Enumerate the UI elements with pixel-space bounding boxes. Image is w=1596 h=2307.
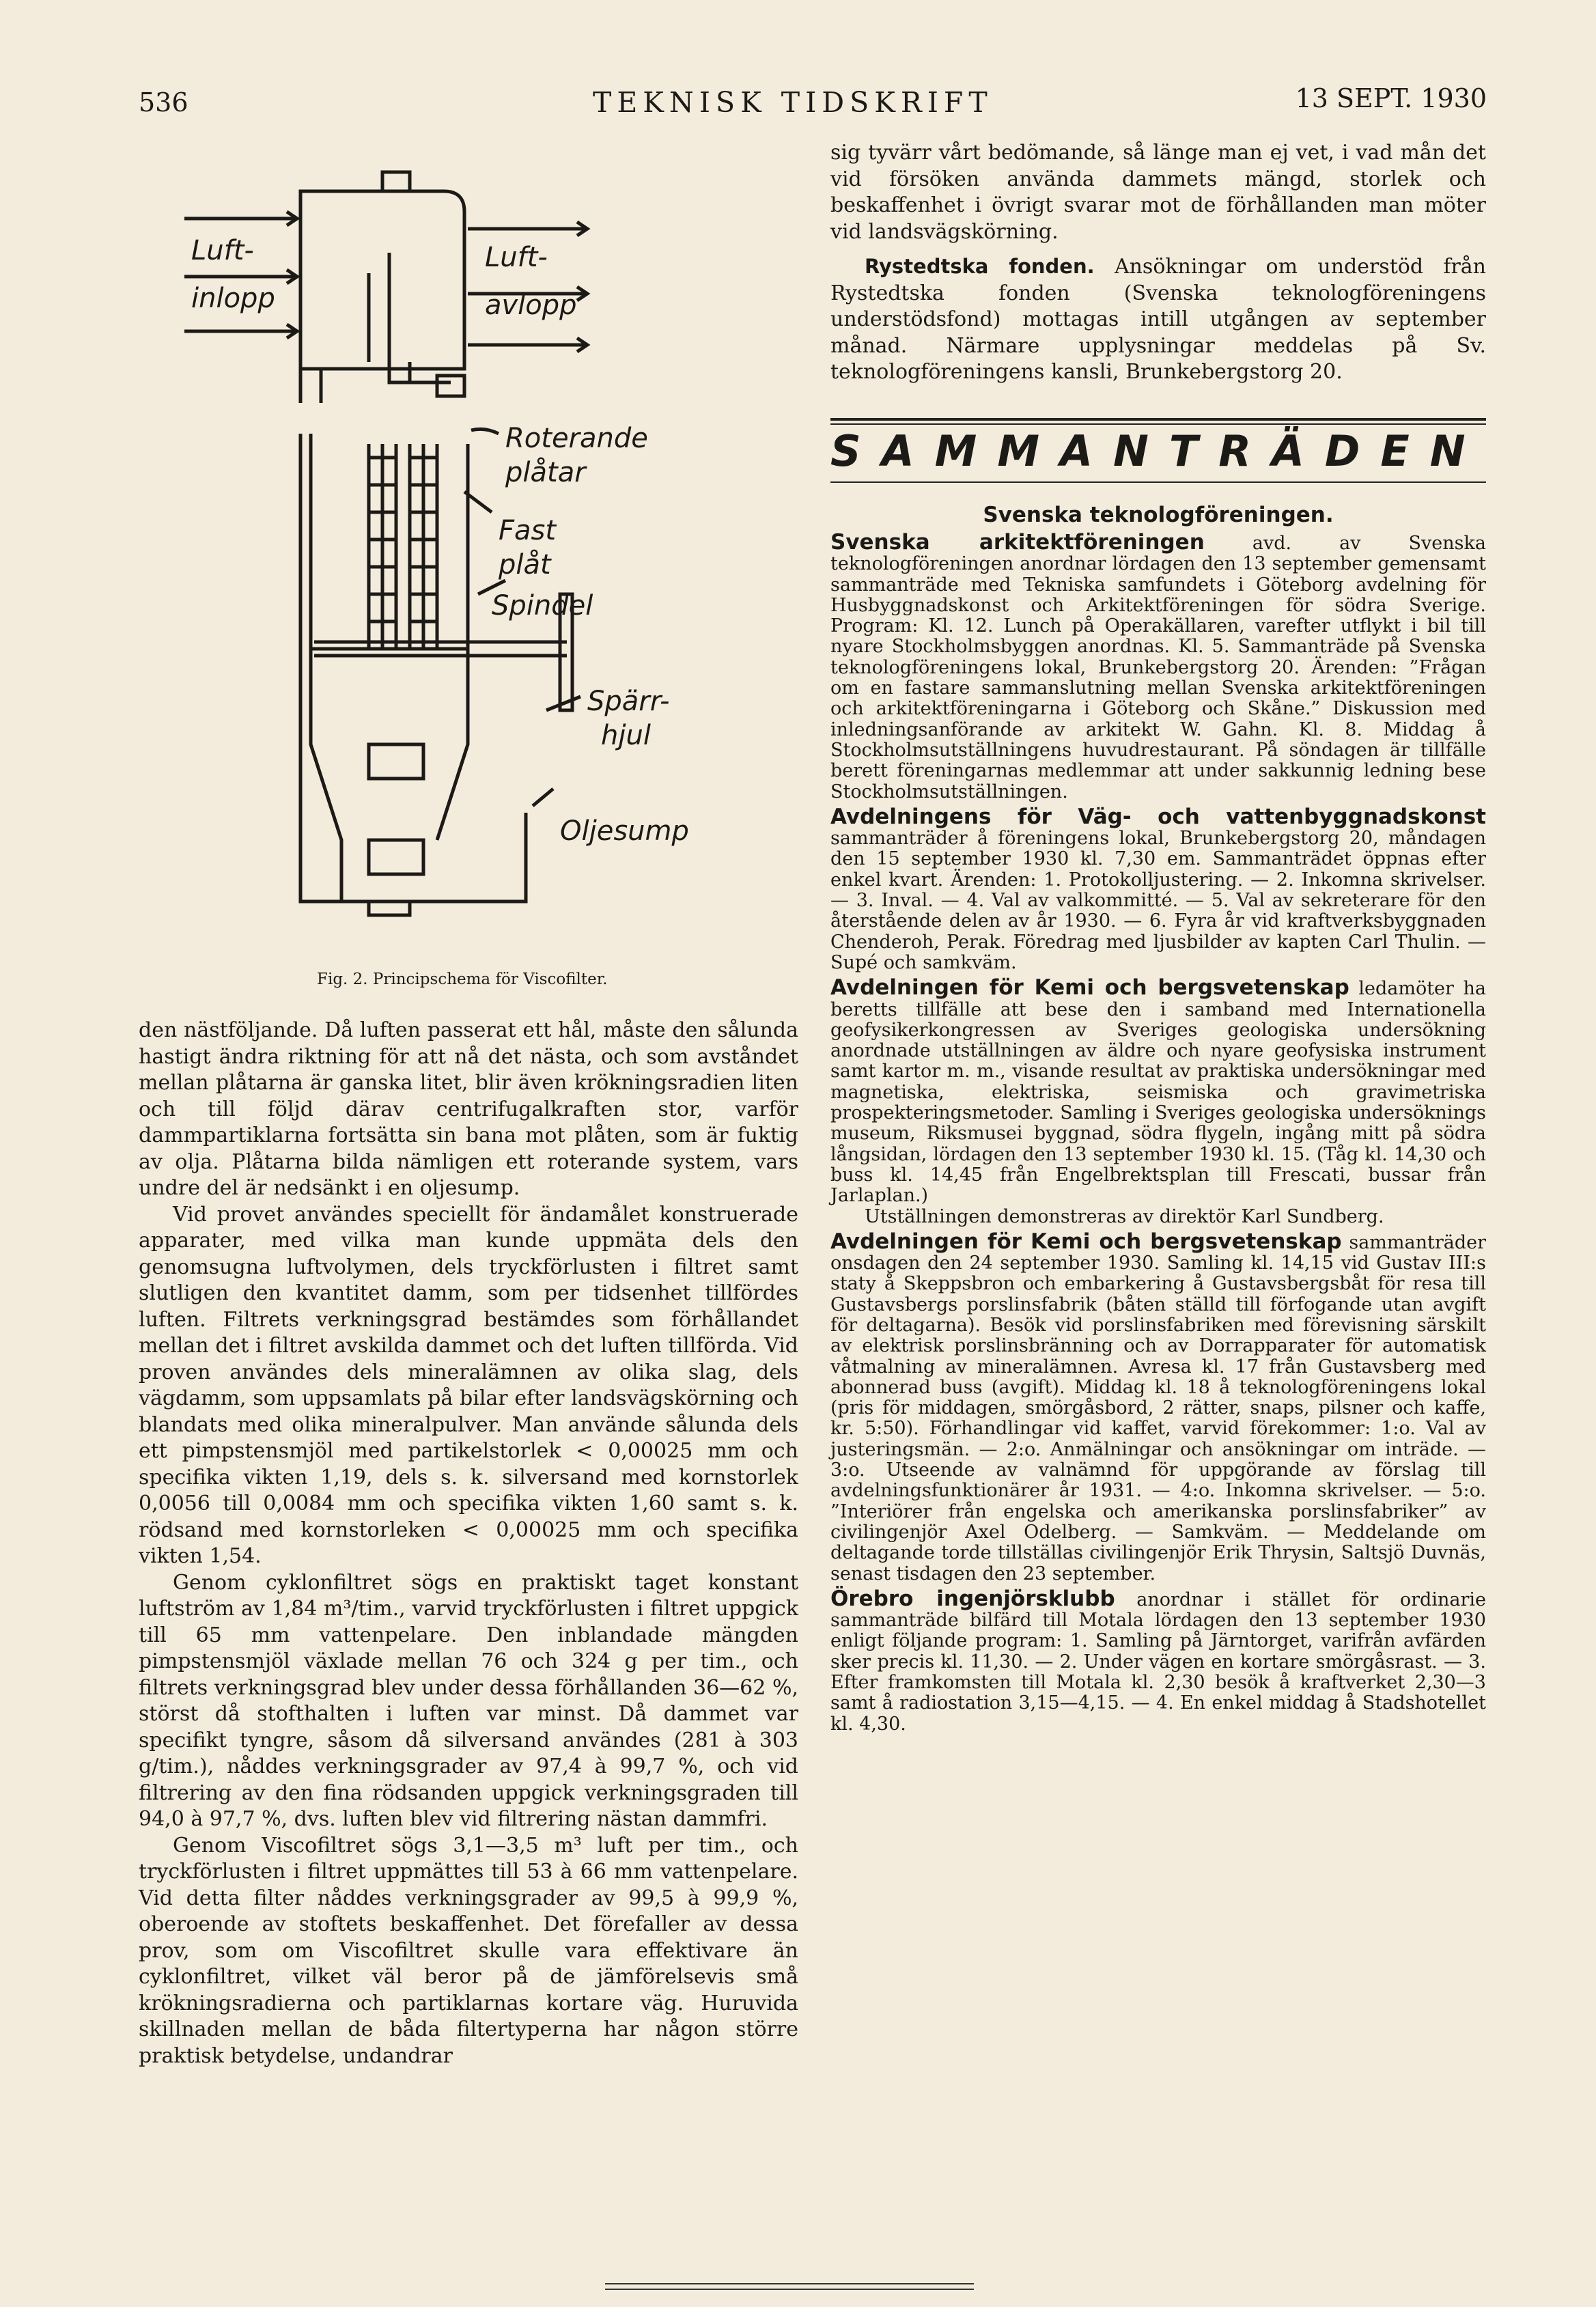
notice-vag	[830, 804, 1486, 973]
notice-text: avd. av Svenska teknologföreningen anordnar lördagen den 13 september gemensamt sammanträde med Tekniska samfundets i Göteborg avdelning för Husbyggnadskonst och Arkitektföreningen för södra Sverige. Program: Kl. 12. Lunch på Operakällaren, varefter utflykt i bil till nyare Stockholmsbyggen anordnas. Kl. 5. Sammanträde på Svenska teknologföreningens lokal, Brunkebergstorg 20. Ärenden: ”Frågan om en fastare sammanslutning mellan Svenska arkitektföreningen och arkitektföreningarna i Göteborg och Skåne.” Diskussion med inledningsanförande av arkitekt W. Gahn. Kl. 8. Middag å Stockholmsutställningens huvudrestaurant. På söndagen är tillfälle berett föreningarnas medlemmar att under sakkunnig ledning bese Stockholmsutställningen.	[830, 533, 1486, 802]
label-luft-inlopp-1: Luft-	[191, 235, 254, 266]
society-heading: Svenska teknologföreningen.	[983, 503, 1334, 527]
notice-text: sammanträder onsdagen den 24 september 1930. Samling kl. 14,15 vid Gustav III:s staty å Skeppsbron och embarkering å Gustavsbergsbåt för resa till Gustavsbergs porslinsfabrik (båten ställd till förfogande utan avgift för deltagarna). Besök vid porslinsfabriken med förevisning särskilt av elektrisk porslinsbränning och av Dorrapparater för automatisk våtmalning av mineralämnen. Avresa kl. 17 från Gustavsberg med abonnerad buss (avgift). Middag kl. 18 å teknologföreningens lokal (pris för middagen, smörgåsbord, 2 rätter, snaps, pilsner och kaffe, kr. 5:50). Förhandlingar vid kaffet, varvid förekommer: 1:o. Val av justeringsmän. — 2:o. Anmälningar och ansökningar om inträde. — 3:o. Utseende av valnämnd för uppgörande av förslag till avdelningsfunktionärer år 1931. — 4:o. Inkomna skrivelser. — 5:o. ”Interiörer från engelska och amerikanska porslinsfabriker” av civilingenjör Axel Odelberg. — Samkväm. — Meddelande om deltagande torde tillställas civilingenjör Erik Thrysin, Saltsjö Duvnäs, senast tisdagen den 23 september.	[830, 1231, 1487, 1584]
notice-arkitekt	[830, 532, 1486, 802]
section-rule-bottom	[830, 481, 1486, 483]
section-title: SAMMANTRÄDEN	[830, 426, 1486, 476]
journal-title: TEKNISK TIDSKRIFT	[593, 86, 993, 119]
rystedt-text: Ansökningar om understöd från Rystedtska fonden (Svenska teknologföreningens understödsfond) mottagas intill utgången av september månad. Närmare upplysningar meddelas på Sv. teknologföreningens kansli, Brunkebergstorg 20.	[830, 255, 1486, 384]
label-fast-1: Fast	[499, 515, 557, 546]
notice-text: anordnar i stället för ordinarie sammanträde bilfärd till Motala lördagen den 13 september 1930 enligt följande program: 1. Samling på Järntorget, varifrån avfärden sker precis kl. 11,30. — 2. Under vägen en kortare smörgåsrast. — 3. Efter framkomsten till Motala kl. 2,30 besök å kraftverket 2,30—3 samt å radiostation 3,15—4,15. — 4. En enkel middag å Stadshotellet kl. 4,30.	[830, 1589, 1486, 1735]
viscofilter-diagram	[164, 157, 697, 963]
label-sparrhjul-1: Spärr-	[587, 686, 670, 717]
label-oljesump: Oljesump	[560, 815, 689, 847]
notice-lead: Avdelningen för Kemi och bergsvetenskap	[830, 1229, 1342, 1254]
left-paragraph: Genom cyklonfiltret sögs en praktiskt taget konstant luftström av 1,84 m³/tim., varvid tryckförlusten i filtret uppgick till 65 mm vattenpelare. Den inblandade mängden pimpstensmjöl växlade mellan 76 och 324 g per tim., och filtrets verkningsgrad blev under dessa förhållanden 36—62 %, störst då stofthalten i luften var minst. Då dammet var specifikt tyngre, såsom då silversand användes (281 à 303 g/tim.), nåddes verkningsgrader av 97,4 à 99,7 %, och vid filtrering av den fina rödsanden uppgick verkningsgraden till 94,0 à 97,7 %, dvs. luften blev vid filtrering nästan dammfri.	[139, 1570, 798, 1831]
section-rule-top-thin	[830, 423, 1486, 425]
left-paragraph: Vid provet användes speciellt för ändamålet konstruerade apparater, med vilka man kunde uppmäta dels den genomsugna luftvolymen, dels tryckförlusten i filtret samt slutligen den kvantitet damm, som per tidsenhet tillfördes luften. Filtrets verkningsgrad bestämdes som förhållandet mellan det i filtret avskilda dammet och det luften tillförda. Vid proven användes dels mineralämnen av olika slag, dels vägdamm, som uppsamlats på bilar efter landsvägskörning och blandats med olika mineralpulver. Man använde sålunda dels ett pimpstensmjöl med partikelstorlek < 0,00025 mm och specifika vikten 1,19, dels s. k. silversand med kornstorlek 0,0056 till 0,0084 mm och specifika vikten 1,60 samt s. k. rödsand med kornstorleken < 0,00025 mm och specifika vikten 1,54.	[139, 1202, 798, 1568]
label-roterande-1: Roterande	[505, 423, 648, 454]
notice-lead: Avdelningens för Väg- och vattenbyggnadskonst	[830, 804, 1486, 829]
label-sparrhjul-2: hjul	[601, 720, 651, 751]
right-column-body	[830, 502, 1486, 1735]
notice-text: ledamöter ha beretts tillfälle att bese den i samband med Internationella geofysikerkongressen av Sveriges geologiska undersökning anordnade utställningen av äldre och nyare geofysiska instrument samt kartor m. m., visande resultat av praktiska undersökningar med magnetiska, elektriska, seismiska och gravimetriska prospekteringsmetoder. Samling i Sveriges geologiska undersöknings museum, Riksmusei byggnad, södra flygeln, ingång mitt på södra långsidan, lördagen den 13 september 1930 kl. 15. (Tåg kl. 14,30 och buss kl. 14,45 från Engelbrektsplan till Frescati, bussar från Jarlaplan.)	[830, 978, 1486, 1207]
notice-kemi-2	[830, 1231, 1486, 1584]
rystedt-lead: Rystedtska fonden.	[865, 255, 1095, 278]
label-roterande-2: plåtar	[505, 457, 586, 488]
rystedt-notice	[830, 253, 1486, 386]
issue-date: 13 SEPT. 1930	[1295, 83, 1487, 113]
section-rule-top	[830, 418, 1486, 421]
notice-lead: Avdelningen för Kemi och bergsvetenskap	[830, 975, 1349, 1001]
label-luft-inlopp-2: inlopp	[191, 283, 275, 314]
notice-lead: Svenska arkitektföreningen	[830, 530, 1205, 555]
label-spindel: Spindel	[492, 590, 593, 621]
left-paragraph: Genom Viscofiltret sögs 3,1—3,5 m³ luft per tim., och tryckförlusten i filtret uppmättes till 53 à 66 mm vattenpelare. Vid detta filter nåddes verkningsgrader av 99,5 à 99,9 %, oberoende av stoftets beskaffenhet. Det förefaller av dessa prov, som om Viscofiltret skulle vara effektivare än cyklonfiltret, vilket väl beror på de jämförelsevis små krökningsradierna och partiklarnas kortare väg. Huruvida skillnaden mellan de båda filtertyperna har någon större praktisk betydelse, undandrar	[139, 1833, 798, 2068]
left-column	[139, 1018, 798, 2069]
notice-kemi-1	[830, 977, 1486, 1206]
notice-orebro	[830, 1586, 1486, 1735]
right-column-top	[830, 140, 1486, 386]
page-end-rule	[605, 2289, 974, 2290]
label-luft-avlopp-2: avlopp	[485, 290, 577, 321]
notice-text: sammanträder å föreningens lokal, Brunkebergstorg 20, måndagen den 15 september 1930 kl. 7,30 em. Sammanträdet öppnas efter enkel kvart. Ärenden: 1. Protokolljustering. — 2. Inkomna skrivelser. — 3. Inval. — 4. Val av valkommitté. — 5. Val av sekreterare för den återstående delen av år 1930. — 6. Fyra år vid kraftverksbyggnaden Chenderoh, Perak. Föredrag med ljusbilder av kapten Carl Thulin. — Supé och samkväm.	[830, 828, 1486, 973]
label-fast-2: plåt	[499, 549, 551, 581]
notice-kemi-1-cont: Utställningen demonstreras av direktör Karl Sundberg.	[865, 1205, 1384, 1227]
continued-paragraph: sig tyvärr vårt bedömande, så länge man ej vet, i vad mån det vid försöken använda dammets mängd, storlek och beskaffenhet i övrigt svarar mot de förhållanden man möter vid landsvägskörning.	[830, 141, 1486, 244]
figure-caption: Fig. 2. Principschema för Viscofilter.	[317, 970, 608, 988]
notice-lead: Örebro ingenjörsklubb	[830, 1586, 1115, 1611]
page-number: 536	[139, 87, 188, 117]
label-luft-avlopp-1: Luft-	[485, 242, 548, 273]
left-paragraph: den nästföljande. Då luften passerat ett hål, måste den sålunda hastigt ändra riktning för att nå det nästa, och som avståndet mellan plåtarna är ganska litet, blir även krökningsradien liten och till följd därav centrifugalkraften stor, varför dammpartiklarna fortsätta sin bana mot plåten, som är fuktig av olja. Plåtarna bilda nämligen ett roterande system, vars undre del är nedsänkt i en oljesump.	[139, 1018, 798, 1200]
page-end-rule	[605, 2283, 974, 2284]
